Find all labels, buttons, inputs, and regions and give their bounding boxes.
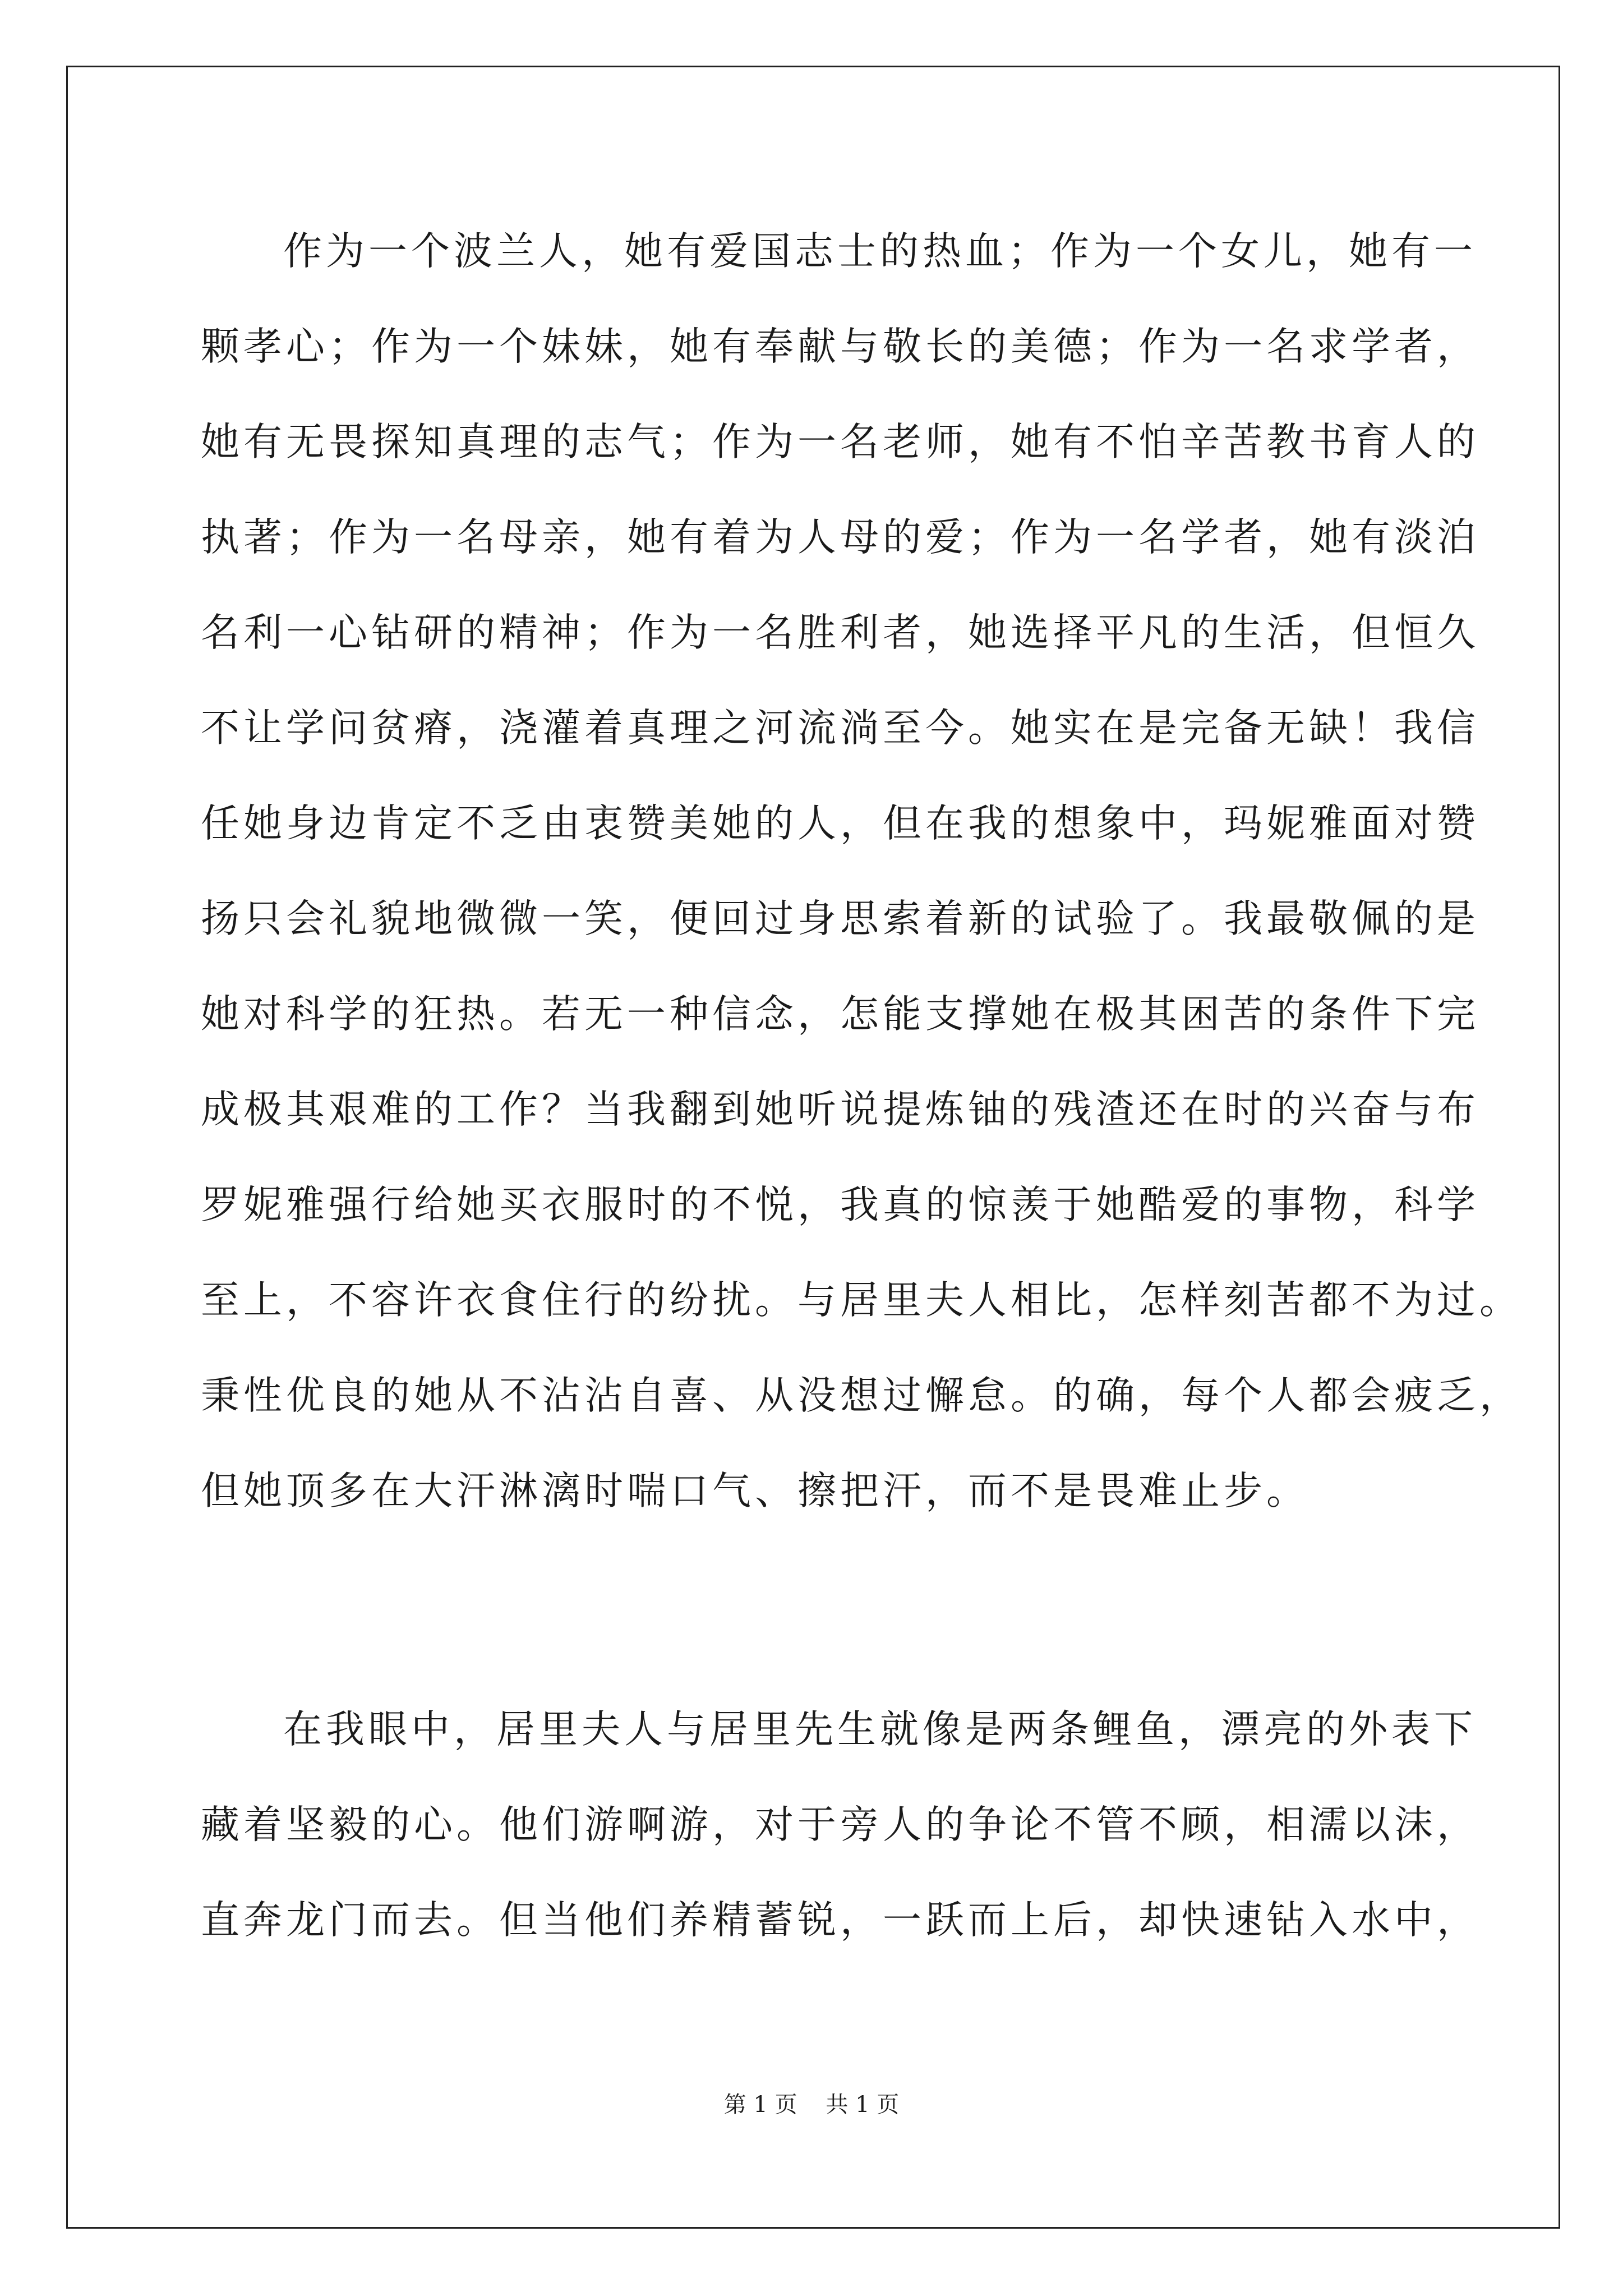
paragraph-line: 她对科学的狂热。若无一种信念，怎能支撑她在极其困苦的条件下完 [201, 992, 1479, 1037]
paragraph-line: 任她身边肯定不乏由衷赞美她的人，但在我的想象中，玛妮雅面对赞 [201, 801, 1479, 846]
paragraph-line: 罗妮雅强行给她买衣服时的不悦，我真的惊羡于她酷爱的事物，科学 [201, 1182, 1479, 1227]
paragraph-line: 至上，不容许衣食住行的纷扰。与居里夫人相比，怎样刻苦都不为过。 [201, 1278, 1522, 1323]
paragraph-line: 执著；作为一名母亲，她有着为人母的爱；作为一名学者，她有淡泊 [201, 515, 1479, 560]
paragraph-line: 成极其艰难的工作？当我翻到她听说提炼铀的残渣还在时的兴奋与布 [201, 1087, 1479, 1132]
paragraph-line: 不让学问贫瘠，浇灌着真理之河流淌至今。她实在是完备无缺！我信 [201, 706, 1479, 751]
paragraph-line: 直奔龙门而去。但当他们养精蓄锐，一跃而上后，却快速钻入水中， [201, 1898, 1479, 1943]
paragraph-line: 名利一心钻研的精神；作为一名胜利者，她选择平凡的生活，但恒久 [201, 610, 1479, 655]
paragraph-line: 在我眼中，居里夫人与居里先生就像是两条鲤鱼，漂亮的外表下 [283, 1707, 1477, 1752]
paragraph-line: 颗孝心；作为一个妹妹，她有奉献与敬长的美德；作为一名求学者， [201, 324, 1479, 369]
paragraph-line: 秉性优良的她从不沾沾自喜、从没想过懈怠。的确，每个人都会疲乏， [201, 1373, 1522, 1418]
paragraph-line: 藏着坚毅的心。他们游啊游，对于旁人的争论不管不顾，相濡以沫， [201, 1802, 1479, 1847]
paragraph-line: 她有无畏探知真理的志气；作为一名老师，她有不怕辛苦教书育人的 [201, 420, 1479, 464]
paragraph-line: 作为一个波兰人，她有爱国志士的热血；作为一个女儿，她有一 [283, 229, 1477, 274]
paragraph-line: 但她顶多在大汗淋漓时喘口气、擦把汗，而不是畏难止步。 [201, 1469, 1309, 1513]
page-number-footer: 第 1 页 共 1 页 [723, 2092, 900, 2118]
paragraph-line: 扬只会礼貌地微微一笑，便回过身思索着新的试验了。我最敬佩的是 [201, 896, 1479, 941]
